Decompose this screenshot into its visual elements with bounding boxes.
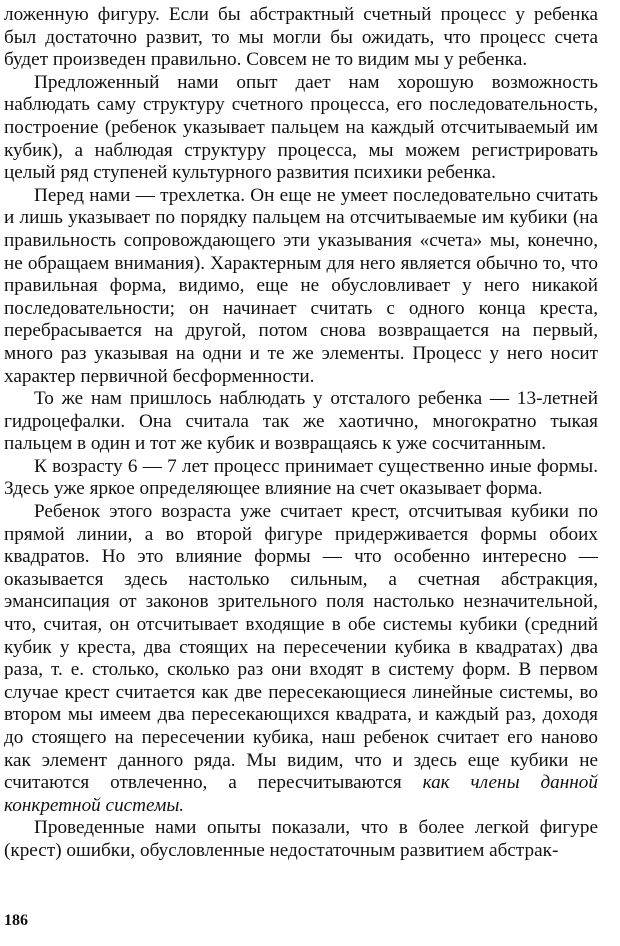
italic-phrase: как члены данной конкретной системы. [4, 772, 598, 816]
paragraph-5: К возрасту 6 — 7 лет процесс принимает существенно иные формы. Здесь уже яркое определяющее влияние на счет оказывает форма. [4, 455, 598, 500]
paragraph-7: Проведенные нами опыты показали, что в более легкой фигуре (крест) ошибки, обусловленные недостаточным развитием абстрак- [4, 817, 598, 861]
paragraph-3: Перед нами — трехлетка. Он еще не умеет последовательно считать и лишь указывает по порядку пальцем на отсчитываемые им кубики (на правильность сопровождающего эти указывания «счета» мы, конечно, не обращаем внимания). Характерным для него является обычно то, что правильная форма, видимо, еще не обусловливает у него никакой последовательности; он начинает считать с одного конца креста, перебрасывается на другой, потом снова возвращается на первый, много раз указывая на одни и те же элементы. Процесс у него носит характер первичной бесформенности. [4, 184, 598, 387]
paragraph-1: ложенную фигуру. Если бы абстрактный счетный процесс у ребенка был достаточно развит, то мы могли бы ожидать, что процесс счета будет произведен правильно. Совсем не то видим мы у ребенка. [4, 4, 598, 71]
paragraph-2: Предложенный нами опыт дает нам хорошую возможность наблюдать саму структуру счетного процесса, его последовательность, построение (ребенок указывает пальцем на каждый отсчитываемый им кубик), а наблюдая структуру процесса, мы можем регистрировать целый ряд ступеней культурного развития психики ребенка. [4, 71, 598, 184]
paragraph-4: То же нам пришлось наблюдать у отсталого ребенка — 13-летней гидроцефалки. Она считала так же хаотично, многократно тыкая пальцем в один и тот же кубик и возвращаясь к уже сосчитанным. [4, 388, 598, 455]
body-text [4, 4, 598, 863]
paragraph-6: Ребенок этого возраста уже считает крест, отсчитывая кубики по прямой линии, а во второй фигуре придерживается формы обоих квадратов. Но это влияние формы — что особенно интересно — оказывается здесь настолько сильным, а счетная абстракция, эмансипация от законов зрительного поля настолько незначительной, что, считая, он отсчитывает входящие в обе системы кубики (средний кубик у креста, два стоящих на пересечении кубика в квадратах) два раза, т. е. столько, сколько раз они входят в систему форм. В первом случае крест считается как две пересекающиеся линейные системы, во втором мы имеем два пересекающихся квадрата, и каждый раз, доходя до стоящего на пересечении кубика, наш ребенок считает его наново как элемент данного ряда. Мы видим, что и здесь еще кубики не считаются отвлеченно, а пересчитываются как члены данной конкретной системы. [4, 501, 598, 816]
page-number: 186 [4, 912, 28, 929]
